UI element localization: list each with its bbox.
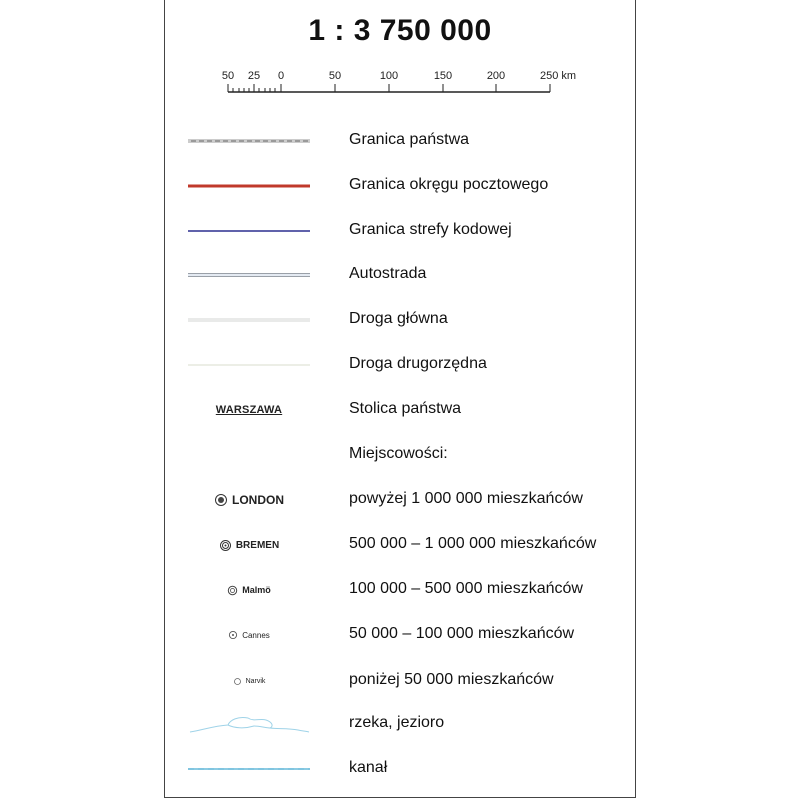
legend-row-places-header <box>0 440 800 470</box>
main-road-symbol <box>186 305 312 335</box>
capital-symbol <box>186 395 312 425</box>
capital-sample-text: WARSZAWA <box>215 404 283 416</box>
motorway-line-icon <box>188 270 310 280</box>
scale-tick-label: 150 <box>433 70 453 82</box>
city-large-icon <box>214 493 228 507</box>
secondary-road-symbol <box>186 350 312 380</box>
legend-label: 50 000 – 100 000 mieszkańców <box>349 625 575 642</box>
legend-row-river-lake <box>0 709 800 739</box>
legend-row-postal-border <box>0 171 800 201</box>
legend-row-secondary-road <box>0 350 800 380</box>
legend-row-motorway <box>0 260 800 290</box>
postal-border-line-icon <box>188 181 310 191</box>
city-5-symbol <box>186 666 312 696</box>
city-2-symbol <box>186 530 312 560</box>
scale-bar-graphic <box>228 84 550 92</box>
map-scale-title: 1 : 3 750 000 <box>308 14 492 47</box>
legend-row-capital <box>0 395 800 425</box>
legend-row-state-border <box>0 126 800 156</box>
legend-label: Stolica państwa <box>349 400 462 417</box>
scale-tick-label: 50 <box>328 70 342 82</box>
legend-label: Droga drugorzędna <box>349 355 487 372</box>
canal-line-icon <box>188 764 310 774</box>
motorway-symbol <box>186 260 312 290</box>
legend-label: 100 000 – 500 000 mieszkańców <box>349 580 583 597</box>
legend-label: poniżej 50 000 mieszkańców <box>349 671 554 688</box>
legend-label: powyżej 1 000 000 mieszkańców <box>349 490 583 507</box>
state-border-symbol <box>186 126 312 156</box>
canal-symbol <box>186 754 312 784</box>
main-road-line-icon <box>188 315 310 325</box>
postal-border-symbol <box>186 171 312 201</box>
code-zone-symbol <box>186 216 312 246</box>
city-medium-icon <box>227 585 238 596</box>
city-small-icon <box>228 630 238 640</box>
code-zone-line-icon <box>188 226 310 236</box>
legend-label: rzeka, jezioro <box>349 714 445 731</box>
legend-label: Granica okręgu pocztowego <box>349 176 549 193</box>
legend-label: Droga główna <box>349 310 448 327</box>
city-tiny-icon <box>233 677 242 686</box>
places-heading: Miejscowości: <box>349 445 448 462</box>
scale-tick-label: 0 <box>277 70 285 82</box>
scale-tick-label: 100 <box>379 70 399 82</box>
legend-row-city-3 <box>0 575 800 605</box>
scale-tick-label: 200 <box>486 70 506 82</box>
city-sample-text: Cannes <box>242 630 270 640</box>
city-sample-text: LONDON <box>232 493 284 507</box>
city-sample-text: Malmö <box>242 585 271 595</box>
legend-label: Granica strefy kodowej <box>349 221 512 238</box>
legend-row-canal <box>0 754 800 784</box>
city-3-symbol <box>186 575 312 605</box>
legend-label: Autostrada <box>349 265 427 282</box>
river-lake-icon <box>188 712 310 736</box>
scale-tick-label: 50 <box>221 70 235 82</box>
legend-label: Granica państwa <box>349 131 470 148</box>
scale-bar <box>0 0 800 100</box>
legend-row-city-2 <box>0 530 800 560</box>
scale-tick-label: 25 <box>247 70 261 82</box>
legend-row-city-5 <box>0 666 800 696</box>
city-1-symbol <box>186 485 312 515</box>
river-lake-symbol <box>186 709 312 739</box>
city-medium-large-icon <box>219 539 232 552</box>
scale-tick-label: 250 km <box>540 70 577 82</box>
legend-row-city-4 <box>0 620 800 650</box>
legend-row-main-road <box>0 305 800 335</box>
city-sample-text: Narvik <box>245 677 266 685</box>
legend-label: 500 000 – 1 000 000 mieszkańców <box>349 535 597 552</box>
legend-row-code-zone <box>0 216 800 246</box>
state-border-line-icon <box>188 136 310 146</box>
city-4-symbol <box>186 620 312 650</box>
legend-label: kanał <box>349 759 388 776</box>
legend-row-city-1 <box>0 485 800 515</box>
city-sample-text: BREMEN <box>235 539 280 551</box>
secondary-road-line-icon <box>188 360 310 370</box>
